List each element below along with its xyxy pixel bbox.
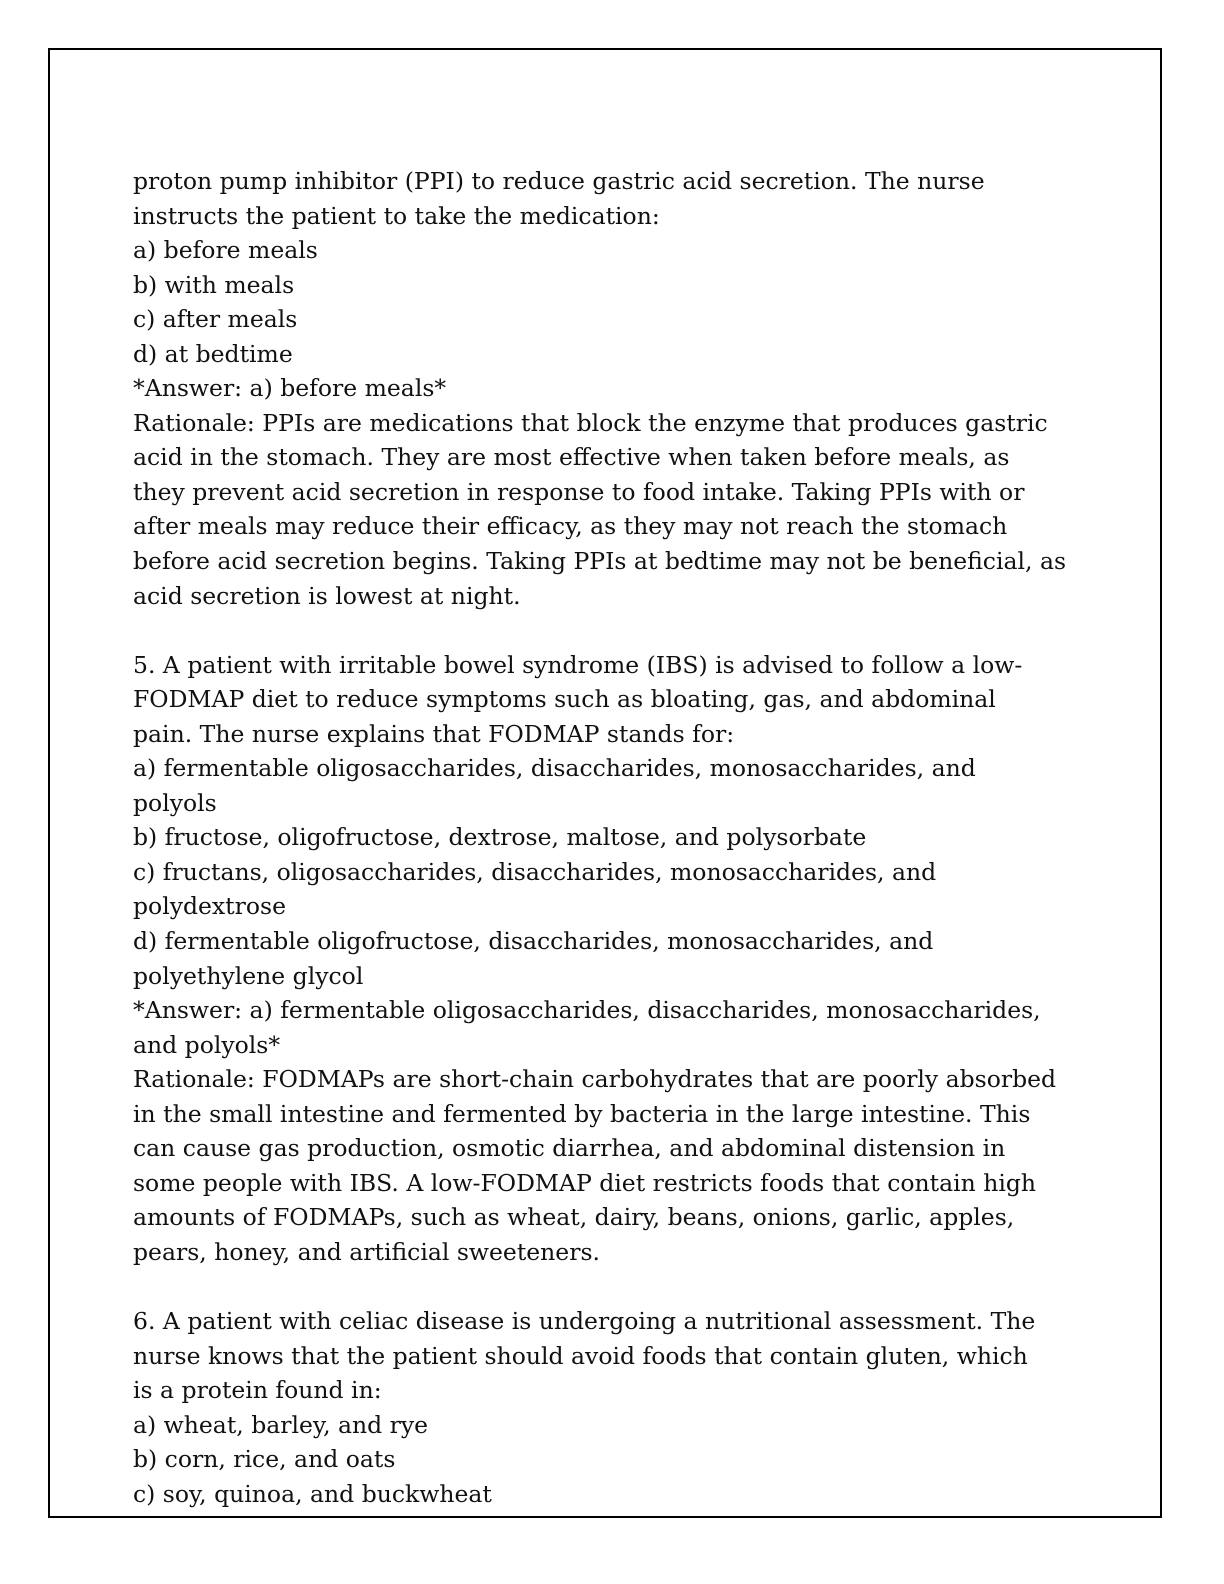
text-line: a) wheat, barley, and rye — [133, 1410, 429, 1439]
text-line: nurse knows that the patient should avoid foods that contain gluten, which — [133, 1341, 1028, 1370]
text-line: Rationale: FODMAPs are short-chain carbohydrates that are poorly absorbed — [133, 1065, 1057, 1094]
text-line: c) fructans, oligosaccharides, disaccharides, monosaccharides, and — [133, 857, 937, 886]
text-line: after meals may reduce their efficacy, as they may not reach the stomach — [133, 512, 1008, 541]
text-line: instructs the patient to take the medication: — [133, 201, 660, 230]
text-line: d) at bedtime — [133, 339, 293, 368]
text-line: proton pump inhibitor (PPI) to reduce gastric acid secretion. The nurse — [133, 167, 985, 195]
document-body — [133, 164, 1093, 1511]
text-line: c) soy, quinoa, and buckwheat — [133, 1479, 492, 1508]
text-line: polyols — [133, 788, 217, 817]
text-line: Rationale: PPIs are medications that block the enzyme that produces gastric — [133, 408, 1048, 437]
text-line: c) after meals — [133, 305, 298, 334]
text-line: *Answer: a) before meals* — [133, 374, 447, 403]
text-line: FODMAP diet to reduce symptoms such as bloating, gas, and abdominal — [133, 685, 996, 714]
text-line: b) fructose, oligofructose, dextrose, maltose, and polysorbate — [133, 823, 867, 852]
text-line: d) fermentable oligofructose, disaccharides, monosaccharides, and — [133, 927, 934, 956]
blank-line — [133, 613, 1093, 648]
blank-line — [133, 1270, 1093, 1305]
text-line: a) before meals — [133, 236, 318, 265]
text-line: pain. The nurse explains that FODMAP stands for: — [133, 719, 735, 748]
text-line: a) fermentable oligosaccharides, disaccharides, monosaccharides, and — [133, 754, 976, 783]
text-line: polyethylene glycol — [133, 961, 364, 990]
text-line: 6. A patient with celiac disease is undergoing a nutritional assessment. The — [133, 1307, 1036, 1336]
text-line: b) corn, rice, and oats — [133, 1445, 396, 1474]
text-line: in the small intestine and fermented by bacteria in the large intestine. This — [133, 1099, 1031, 1128]
text-line: polydextrose — [133, 892, 286, 921]
text-line: before acid secretion begins. Taking PPIs at bedtime may not be beneficial, as — [133, 547, 1067, 576]
text-line: acid in the stomach. They are most effective when taken before meals, as — [133, 443, 1010, 472]
text-line: b) with meals — [133, 270, 295, 299]
text-line: *Answer: a) fermentable oligosaccharides, disaccharides, monosaccharides, — [133, 996, 1041, 1025]
text-line: some people with IBS. A low-FODMAP diet restricts foods that contain high — [133, 1168, 1037, 1197]
text-line: 5. A patient with irritable bowel syndrome (IBS) is advised to follow a low- — [133, 650, 1023, 679]
text-line: and polyols* — [133, 1030, 281, 1059]
text-line: can cause gas production, osmotic diarrhea, and abdominal distension in — [133, 1134, 1006, 1163]
text-line: they prevent acid secretion in response to food intake. Taking PPIs with or — [133, 477, 1025, 506]
text-line: amounts of FODMAPs, such as wheat, dairy, beans, onions, garlic, apples, — [133, 1203, 1015, 1232]
text-line: is a protein found in: — [133, 1376, 382, 1405]
text-line: pears, honey, and artificial sweeteners. — [133, 1237, 600, 1266]
text-line: acid secretion is lowest at night. — [133, 581, 521, 610]
